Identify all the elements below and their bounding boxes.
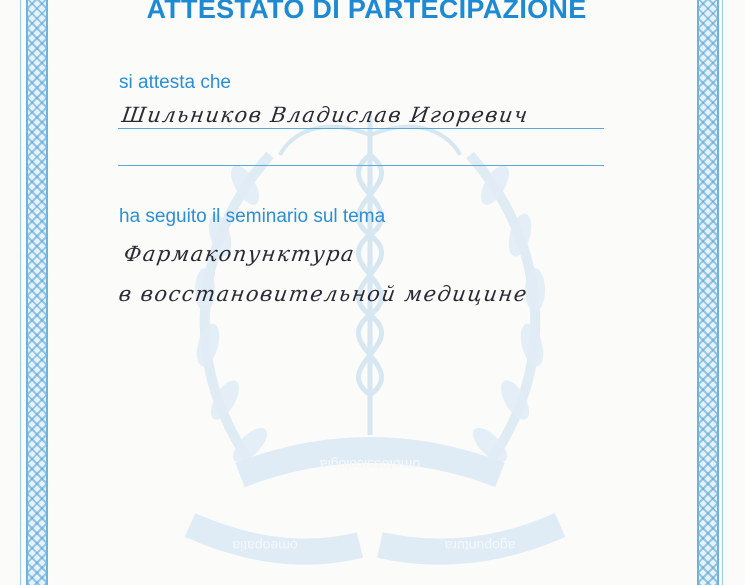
decorative-border-left	[26, 0, 48, 585]
certificate-title: ATTESTATO DI PARTECIPAZIONE	[146, 0, 587, 24]
border-outer-line-left	[20, 0, 21, 585]
attest-label: si attesta che	[119, 72, 231, 93]
watermark-text-upper: omotossicologia	[319, 457, 421, 473]
seminar-topic-line-1: Фармакопунктура	[122, 242, 357, 266]
seminar-topic-line-2: в восстановительной медицине	[117, 282, 530, 306]
name-line-1	[118, 128, 604, 129]
watermark-text-left: omeopatia	[232, 538, 298, 554]
name-line-2	[118, 165, 604, 166]
watermark-text-right: agopuntura	[444, 538, 516, 554]
participant-name: Шильников Владислав Игоревич	[120, 103, 531, 127]
border-outer-line-right	[722, 0, 723, 585]
seminar-label: ha seguito il seminario sul tema	[119, 206, 386, 227]
caduceus-laurel-icon	[150, 95, 590, 585]
decorative-border-right	[697, 0, 719, 585]
